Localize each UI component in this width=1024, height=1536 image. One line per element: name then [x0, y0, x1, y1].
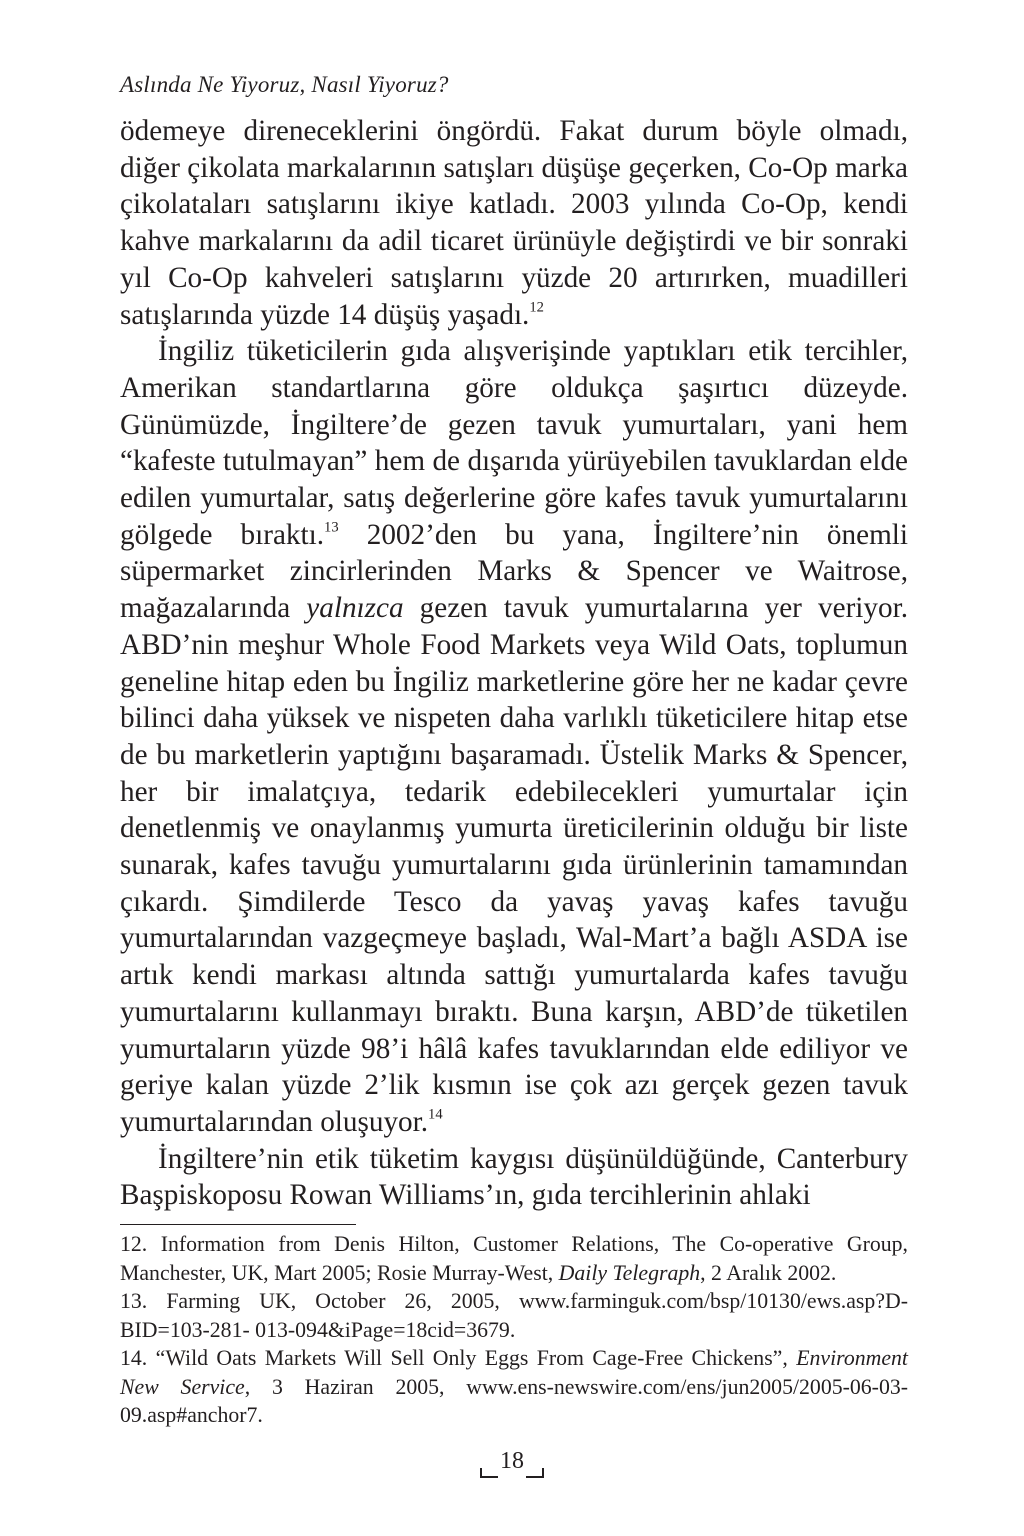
footnote-13-text: 13. Farming UK, October 26, 2005, www.farminguk.com/bsp/10130/ews.asp?D-BID=103-281- 013-094&iPage=18cid=3679. — [120, 1289, 908, 1342]
body-text — [120, 113, 908, 1214]
running-title: Aslında Ne Yiyoruz, Nasıl Yiyoruz? — [120, 72, 449, 97]
paragraph-2-text-c: gezen tavuk yumurtalarına yer veriyor. ABD’nin meşhur Whole Food Markets veya Wild Oats, toplumun geneline hitap eden bu İngiliz marketlerine göre her ne kadar çevre bilinci daha yüksek ve nispeten daha varlıklı tüketicilere hitap etse de bu marketlerin yaptığını başaramadı. Üstelik Marks & Spencer, her bir imalatçıya, tedarik edebilecekleri yumurtalar için denetlenmiş ve onaylanmış yumurta üreticilerinin olduğu bir liste sunarak, kafes tavuğu yumurtalarını gıda ürünlerinin tamamından çıkardı. Şimdilerde Tesco da yavaş yavaş kafes tavuğu yumurtalarından vazgeçmeye başladı, Wal-Mart’a bağlı ASDA ise artık kendi markası altında sattığı yumurtalarda kafes tavuğu yumurtalarını kullanmayı bıraktı. Buna karşın, ABD’de tüketilen yumurtaların yüzde 98’i hâlâ kafes tavuklarından elde ediliyor ve geriye kalan yüzde 2’lik kısmın ise çok azı gerçek gezen tavuk yumurtalarından oluşuyor. — [120, 592, 908, 1138]
running-header — [120, 72, 449, 98]
paragraph-1-text: ödemeye direneceklerini öngördü. Fakat durum böyle olmadı, diğer çikolata markalarının satışları düşüşe geçerken, Co-Op marka çikolataları satışlarını ikiye katladı. 2003 yılında Co-Op, kendi kahve markalarını da adil ticaret ürünüyle değiştirdi ve bir sonraki yıl Co-Op kahveleri satışlarını yüzde 20 artırırken, muadilleri satışlarında yüzde 14 düşüş yaşadı. — [120, 115, 908, 331]
footnote-12-italic: Daily Telegraph — [558, 1260, 701, 1285]
paragraph-3 — [120, 1141, 908, 1214]
footnote-ref-13: 13 — [324, 519, 339, 536]
paragraph-2-text-a: İngiliz tüketicilerin gıda alışverişinde yaptıkları etik tercihler, Amerikan standartlarına göre oldukça şaşırtıcı düzeyde. Günümüzde, İngiltere’de gezen tavuk yumurtaları, yani hem “kafeste tutulmayan” hem de dışarıda yürüyebilen tavuklardan elde edilen yumurtalar, satış değerlerine göre kafes tavuk yumurtalarını gölgede bıraktı. — [120, 335, 908, 551]
footnote-divider — [120, 1224, 356, 1225]
paragraph-1 — [120, 113, 908, 333]
footnote-14-text-b: , 3 Haziran 2005, www.ens-newswire.com/ens/jun2005/2005-06-03-09.asp#anchor7. — [120, 1374, 908, 1427]
footnote-12 — [120, 1230, 908, 1287]
footnote-13 — [120, 1287, 908, 1344]
footnote-14-italic: Environment New Service — [120, 1346, 908, 1399]
paragraph-2 — [120, 333, 908, 1140]
footnote-12-text-b: , 2 Aralık 2002. — [700, 1260, 837, 1285]
page-number-value: 18 — [500, 1448, 524, 1474]
paragraph-2-text-b: 2002’den bu yana, İngiltere’nin önemli süpermarket zincirlerinden Marks & Spencer ve Waitrose, mağazalarında — [120, 518, 908, 625]
footnotes — [120, 1230, 908, 1430]
footnote-12-text-a: 12. Information from Denis Hilton, Customer Relations, The Co-operative Group, Manchester, UK, Mart 2005; Rosie Murray-West, — [120, 1232, 908, 1285]
footnote-ref-12: 12 — [529, 299, 544, 316]
page-number-bracket-left — [480, 1468, 498, 1478]
footnote-ref-14: 14 — [428, 1106, 443, 1123]
footnote-14-text-a: 14. “Wild Oats Markets Will Sell Only Eggs From Cage-Free Chickens”, — [120, 1346, 797, 1370]
page-number-bracket-right — [526, 1468, 544, 1478]
page-number — [480, 1446, 544, 1480]
paragraph-3-text: İngiltere’nin etik tüketim kaygısı düşünüldüğünde, Canterbury Başpiskoposu Rowan Williams’ın, gıda tercihlerinin ahlaki — [120, 1142, 908, 1212]
footnote-14 — [120, 1344, 908, 1430]
paragraph-2-emphasis: yalnızca — [306, 592, 404, 625]
